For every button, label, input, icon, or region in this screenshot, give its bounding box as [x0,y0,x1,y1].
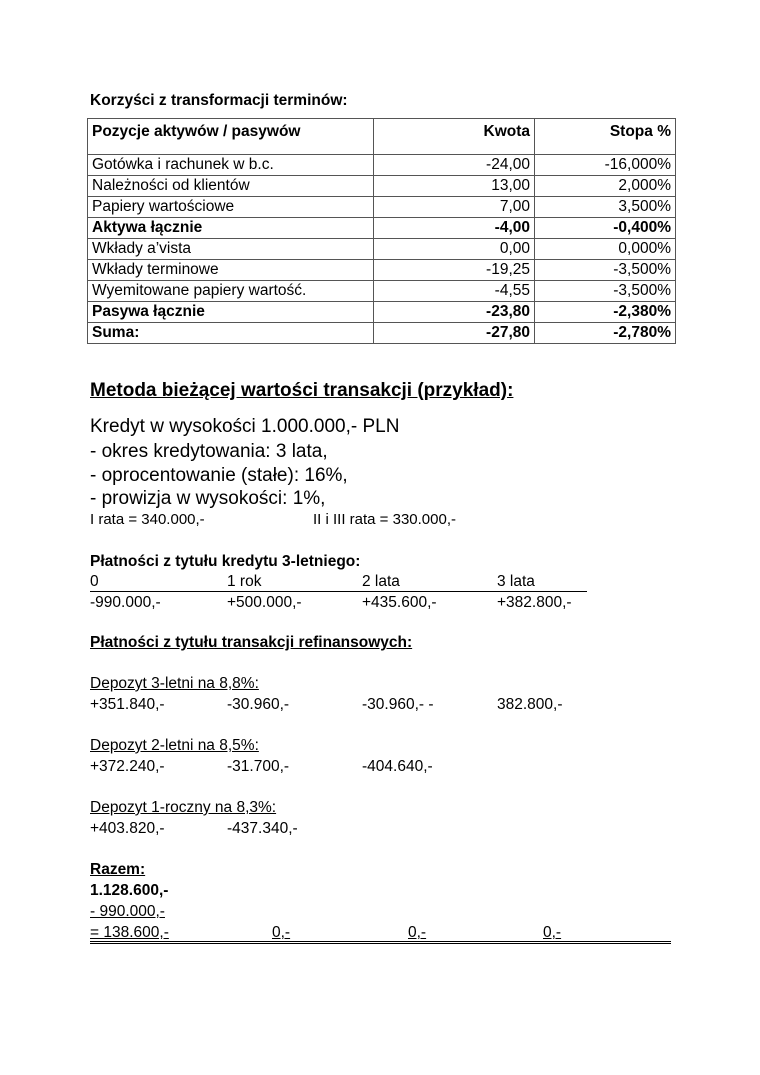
total-zero: 0,- [543,924,562,941]
table-row [88,197,676,218]
deposit-value: -31.700,- [227,758,290,775]
table-row [88,176,676,197]
rata-2-3: II i III rata = 330.000,- [313,511,456,528]
cell-stopa: 2,000% [535,176,676,197]
period: 0 [90,573,99,590]
table-title: Korzyści z transformacji terminów: [90,92,348,109]
cell-kwota: -4,55 [374,281,535,302]
cell-label: Należności od klientów [88,176,374,197]
table-row [88,155,676,176]
table-row [88,260,676,281]
cell-kwota: -27,80 [374,323,535,344]
header-kwota: Kwota [374,119,535,155]
deposit-label: Depozyt 3-letni na 8,8%: [90,675,259,692]
cell-label: Suma: [88,323,374,344]
total-minus: - 990.000,- [90,903,165,920]
credit-item: - oprocentowanie (stałe): 16%, [90,465,348,486]
deposit-value: -30.960,- - [362,696,434,713]
cell-kwota: 7,00 [374,197,535,218]
cell-stopa: 0,000% [535,239,676,260]
total-zero: 0,- [408,924,427,941]
payment-value: +382.800,- [497,594,572,611]
cell-kwota: -19,25 [374,260,535,281]
deposit-value: +403.820,- [90,820,165,837]
cell-stopa: 3,500% [535,197,676,218]
payment-value: -990.000,- [90,594,161,611]
deposit-value: +372.240,- [90,758,165,775]
cell-label: Aktywa łącznie [88,218,374,239]
cell-kwota: -4,00 [374,218,535,239]
credit-item: - prowizja w wysokości: 1%, [90,488,326,509]
deposit-value: -30.960,- [227,696,290,713]
payment-value: +500.000,- [227,594,302,611]
cell-stopa: -3,500% [535,281,676,302]
deposit-label: Depozyt 2-letni na 8,5%: [90,737,259,754]
payments-title: Płatności z tytułu kredytu 3-letniego: [90,553,361,570]
credit-line: Kredyt w wysokości 1.000.000,- PLN [90,416,400,437]
header-pozycje: Pozycje aktywów / pasywów [88,119,374,155]
deposit-value: -437.340,- [227,820,298,837]
cell-label: Papiery wartościowe [88,197,374,218]
credit-item: - okres kredytowania: 3 lata, [90,441,328,462]
cell-stopa: -16,000% [535,155,676,176]
cell-stopa: -2,780% [535,323,676,344]
header-stopa: Stopa % [535,119,676,155]
cell-stopa: -3,500% [535,260,676,281]
cell-stopa: -2,380% [535,302,676,323]
table-row [88,302,676,323]
table-row [88,218,676,239]
deposit-label: Depozyt 1-roczny na 8,3%: [90,799,277,816]
table-row [88,239,676,260]
rata-1: I rata = 340.000,- [90,511,205,528]
table-row [88,323,676,344]
cell-label: Pasywa łącznie [88,302,374,323]
total-title: Razem: [90,861,146,878]
divider [90,591,587,592]
payment-value: +435.600,- [362,594,437,611]
cell-label: Wyemitowane papiery wartość. [88,281,374,302]
total-result: = 138.600,- [90,924,169,941]
cell-kwota: 13,00 [374,176,535,197]
method-title: Metoda bieżącej wartości transakcji (przykład): [90,380,514,401]
cell-kwota: -23,80 [374,302,535,323]
cell-label: Wkłady a’vista [88,239,374,260]
cell-kwota: 0,00 [374,239,535,260]
period: 2 lata [362,573,400,590]
deposit-value: -404.640,- [362,758,433,775]
deposit-value: 382.800,- [497,696,563,713]
refi-title: Płatności z tytułu transakcji refinansowych: [90,634,413,651]
cell-kwota: -24,00 [374,155,535,176]
transformation-table [87,118,676,344]
double-underline [90,941,671,944]
total-sum: 1.128.600,- [90,882,169,899]
deposit-value: +351.840,- [90,696,165,713]
cell-label: Wkłady terminowe [88,260,374,281]
period: 3 lata [497,573,535,590]
total-zero: 0,- [272,924,291,941]
table-row [88,281,676,302]
cell-label: Gotówka i rachunek w b.c. [88,155,374,176]
period: 1 rok [227,573,262,590]
cell-stopa: -0,400% [535,218,676,239]
